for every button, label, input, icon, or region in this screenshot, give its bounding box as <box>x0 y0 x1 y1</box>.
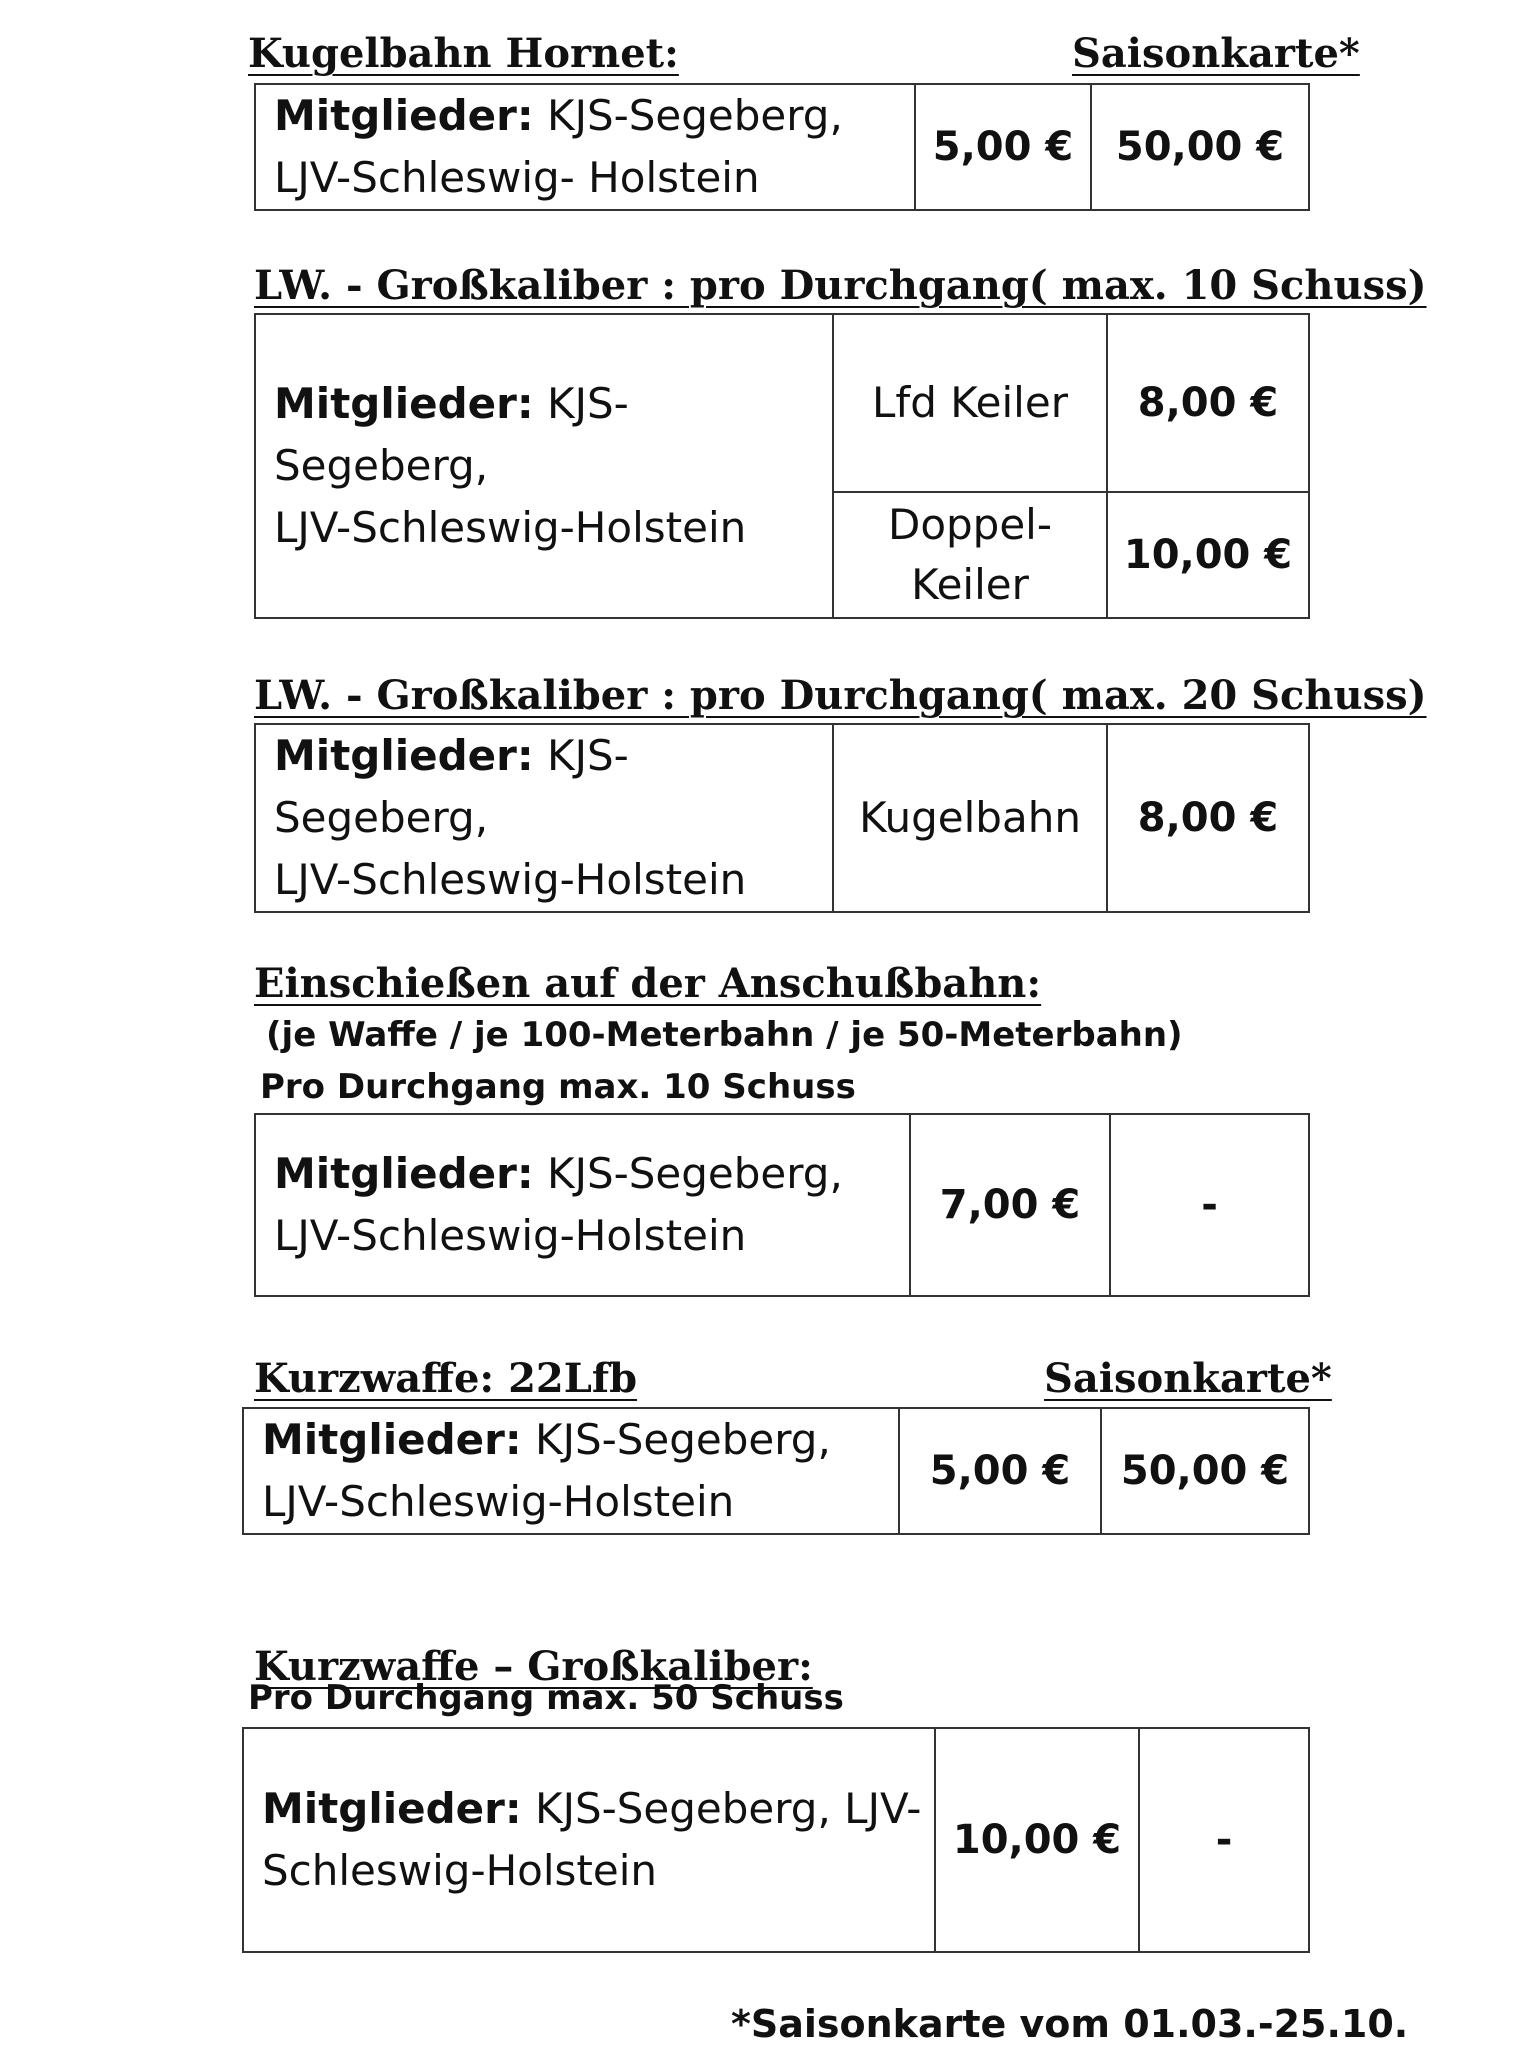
members-cell <box>255 84 915 210</box>
members-text-line2: LJV-Schleswig-Holstein <box>262 1477 735 1526</box>
season-card-footnote: *Saisonkarte vom 01.03.-25.10. <box>731 2002 1409 2046</box>
type-cell-doppel-keiler <box>833 492 1107 618</box>
type-label-line1: Doppel- <box>887 500 1053 549</box>
price-table-kugelbahn-hornet <box>254 83 1310 211</box>
type-cell-lfd-keiler: Lfd Keiler <box>833 314 1107 492</box>
type-label-line2: Keiler <box>911 560 1029 609</box>
members-text-line2: LJV-Schleswig- Holstein <box>274 153 760 202</box>
members-label: Mitglieder: <box>274 91 534 140</box>
members-label: Mitglieder: <box>274 731 534 780</box>
table-row <box>255 724 1309 912</box>
section-subtitle: Pro Durchgang max. 50 Schuss <box>248 1678 844 1718</box>
members-text: KJS-Segeberg, <box>274 379 629 490</box>
members-text: KJS-Segeberg, <box>547 1149 843 1198</box>
section-title-kurzwaffe-grosskaliber: Kurzwaffe – Großkaliber: <box>254 1643 813 1690</box>
members-text: KJS-Segeberg, <box>535 1415 831 1464</box>
price-cell: 10,00 € <box>1107 492 1309 618</box>
section-subtitle-2: Pro Durchgang max. 10 Schuss <box>260 1067 856 1107</box>
members-label: Mitglieder: <box>274 1149 534 1198</box>
season-price-cell: - <box>1110 1114 1309 1296</box>
table-row <box>243 1408 1309 1534</box>
section-subtitle: (je Waffe / je 100-Meterbahn / je 50-Meterbahn) <box>266 1015 1183 1055</box>
members-cell <box>255 314 833 618</box>
price-cell: 7,00 € <box>910 1114 1110 1296</box>
members-text: KJS-Segeberg, <box>274 731 629 842</box>
price-table-lw-grosskaliber-20 <box>254 723 1310 913</box>
season-price-cell: 50,00 € <box>1101 1408 1309 1534</box>
season-price-cell: 50,00 € <box>1091 84 1309 210</box>
members-text-line2: LJV-Schleswig-Holstein <box>274 503 747 552</box>
season-card-label: Saisonkarte* <box>1044 1355 1332 1402</box>
members-text: KJS-Segeberg, <box>547 91 843 140</box>
members-text-line2: LJV-Schleswig-Holstein <box>274 1211 747 1260</box>
price-table-einschiessen <box>254 1113 1310 1297</box>
table-row <box>243 1728 1309 1952</box>
price-cell: 8,00 € <box>1107 314 1309 492</box>
table-row <box>255 84 1309 210</box>
members-text-line2: Schleswig-Holstein <box>262 1846 658 1895</box>
season-card-label: Saisonkarte* <box>1072 30 1360 77</box>
section-title-einschiessen: Einschießen auf der Anschußbahn: <box>254 960 1042 1007</box>
price-cell: 5,00 € <box>899 1408 1101 1534</box>
members-label: Mitglieder: <box>262 1415 522 1464</box>
section-title-lw-grosskaliber-10: LW. - Großkaliber : pro Durchgang( max. 10 Schuss) <box>254 262 1427 309</box>
price-table-lw-grosskaliber-10 <box>254 313 1310 619</box>
section-title-lw-grosskaliber-20: LW. - Großkaliber : pro Durchgang( max. 20 Schuss) <box>254 672 1427 719</box>
table-row <box>255 314 1309 492</box>
section-title-kugelbahn-hornet: Kugelbahn Hornet: <box>248 30 679 77</box>
members-cell <box>243 1728 935 1952</box>
price-table-kurzwaffe-grosskaliber <box>242 1727 1310 1953</box>
price-cell: 8,00 € <box>1107 724 1309 912</box>
price-table-kurzwaffe-22lfb <box>242 1407 1310 1535</box>
members-text: KJS-Segeberg, LJV- <box>535 1784 922 1833</box>
members-text-line2: LJV-Schleswig-Holstein <box>274 855 747 904</box>
price-cell: 5,00 € <box>915 84 1091 210</box>
season-price-cell: - <box>1139 1728 1309 1952</box>
members-cell <box>243 1408 899 1534</box>
table-row <box>255 1114 1309 1296</box>
members-label: Mitglieder: <box>262 1784 522 1833</box>
members-cell <box>255 1114 910 1296</box>
section-title-kurzwaffe-22lfb: Kurzwaffe: 22Lfb <box>254 1355 638 1402</box>
price-cell: 10,00 € <box>935 1728 1139 1952</box>
members-label: Mitglieder: <box>274 379 534 428</box>
members-cell <box>255 724 833 912</box>
type-cell-kugelbahn: Kugelbahn <box>833 724 1107 912</box>
